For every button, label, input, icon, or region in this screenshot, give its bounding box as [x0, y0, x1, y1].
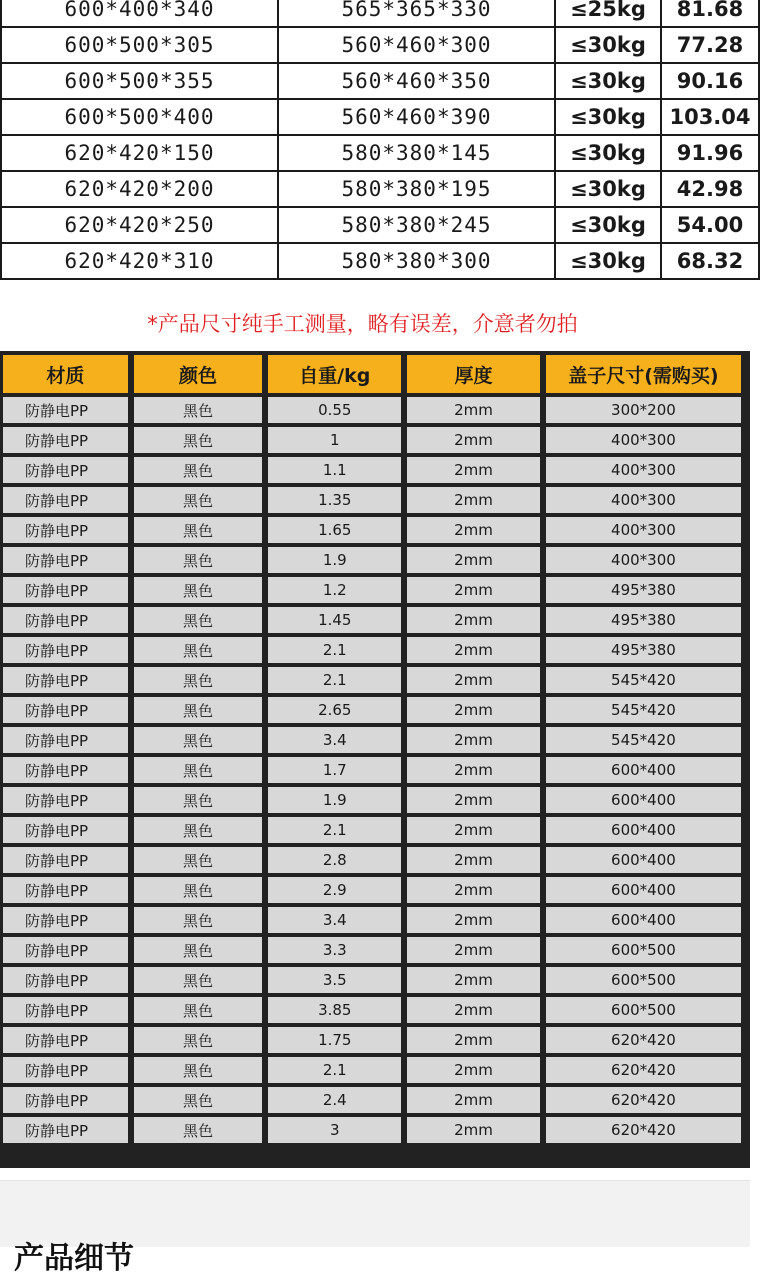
thickness-cell: 2mm — [407, 847, 540, 873]
price-cell: 91.96 — [661, 135, 759, 171]
inner-size-cell: 560*460*390 — [278, 99, 555, 135]
weight-cell: 2.1 — [268, 817, 401, 843]
lid-size-cell: 600*400 — [546, 877, 741, 903]
material-table-row — [3, 397, 741, 423]
thickness-cell: 2mm — [407, 877, 540, 903]
material-cell: 防静电PP — [3, 727, 128, 753]
load-capacity-cell: ≤30kg — [555, 171, 661, 207]
weight-cell: 3.5 — [268, 967, 401, 993]
inner-size-cell: 580*380*245 — [278, 207, 555, 243]
inner-size-cell: 560*460*350 — [278, 63, 555, 99]
material-cell: 防静电PP — [3, 607, 128, 633]
outer-size-cell: 600*500*355 — [1, 63, 278, 99]
thickness-cell: 2mm — [407, 637, 540, 663]
weight-cell: 1 — [268, 427, 401, 453]
outer-size-cell: 600*500*400 — [1, 99, 278, 135]
material-table-row — [3, 1087, 741, 1113]
size-table-body — [1, 0, 759, 279]
color-cell: 黑色 — [134, 1117, 263, 1143]
size-table-row — [1, 135, 759, 171]
material-cell: 防静电PP — [3, 487, 128, 513]
material-table-header-row — [3, 355, 741, 393]
material-table — [0, 351, 747, 1147]
material-cell: 防静电PP — [3, 637, 128, 663]
material-table-row — [3, 517, 741, 543]
material-table-row — [3, 787, 741, 813]
thickness-cell: 2mm — [407, 547, 540, 573]
thickness-cell: 2mm — [407, 517, 540, 543]
lid-size-cell: 600*400 — [546, 847, 741, 873]
thickness-cell: 2mm — [407, 607, 540, 633]
material-cell: 防静电PP — [3, 457, 128, 483]
inner-size-cell: 580*380*145 — [278, 135, 555, 171]
material-table-row — [3, 577, 741, 603]
weight-cell: 1.2 — [268, 577, 401, 603]
lid-size-cell: 545*420 — [546, 727, 741, 753]
thickness-cell: 2mm — [407, 577, 540, 603]
outer-size-cell: 620*420*200 — [1, 171, 278, 207]
color-cell: 黑色 — [134, 607, 263, 633]
thickness-cell: 2mm — [407, 997, 540, 1023]
lid-size-cell: 545*420 — [546, 667, 741, 693]
material-table-row — [3, 457, 741, 483]
lid-size-cell: 400*300 — [546, 457, 741, 483]
inner-size-cell: 560*460*300 — [278, 27, 555, 63]
thickness-cell: 2mm — [407, 397, 540, 423]
material-cell: 防静电PP — [3, 877, 128, 903]
color-cell: 黑色 — [134, 727, 263, 753]
material-cell: 防静电PP — [3, 1117, 128, 1143]
lid-size-cell: 620*420 — [546, 1057, 741, 1083]
material-table-row — [3, 937, 741, 963]
weight-cell: 1.1 — [268, 457, 401, 483]
color-cell: 黑色 — [134, 577, 263, 603]
color-cell: 黑色 — [134, 847, 263, 873]
weight-cell: 1.45 — [268, 607, 401, 633]
weight-cell: 1.35 — [268, 487, 401, 513]
load-capacity-cell: ≤30kg — [555, 135, 661, 171]
outer-size-cell: 600*500*305 — [1, 27, 278, 63]
color-cell: 黑色 — [134, 667, 263, 693]
size-table-row — [1, 63, 759, 99]
weight-cell: 2.65 — [268, 697, 401, 723]
material-table-row — [3, 1117, 741, 1143]
color-cell: 黑色 — [134, 427, 263, 453]
thickness-cell: 2mm — [407, 1027, 540, 1053]
header-weight: 自重/kg — [268, 355, 401, 393]
size-table-row — [1, 171, 759, 207]
color-cell: 黑色 — [134, 1027, 263, 1053]
weight-cell: 2.1 — [268, 637, 401, 663]
thickness-cell: 2mm — [407, 457, 540, 483]
price-cell: 90.16 — [661, 63, 759, 99]
thickness-cell: 2mm — [407, 697, 540, 723]
weight-cell: 0.55 — [268, 397, 401, 423]
material-cell: 防静电PP — [3, 667, 128, 693]
material-table-row — [3, 907, 741, 933]
color-cell: 黑色 — [134, 547, 263, 573]
material-cell: 防静电PP — [3, 967, 128, 993]
weight-cell: 1.7 — [268, 757, 401, 783]
material-table-row — [3, 427, 741, 453]
weight-cell: 3.4 — [268, 907, 401, 933]
material-table-frame — [0, 351, 750, 1168]
thickness-cell: 2mm — [407, 487, 540, 513]
lid-size-cell: 600*400 — [546, 757, 741, 783]
size-table-row — [1, 207, 759, 243]
weight-cell: 3 — [268, 1117, 401, 1143]
material-cell: 防静电PP — [3, 757, 128, 783]
material-cell: 防静电PP — [3, 697, 128, 723]
weight-cell: 3.3 — [268, 937, 401, 963]
material-cell: 防静电PP — [3, 937, 128, 963]
material-table-row — [3, 877, 741, 903]
material-cell: 防静电PP — [3, 577, 128, 603]
outer-size-cell: 620*420*310 — [1, 243, 278, 279]
material-table-row — [3, 1027, 741, 1053]
material-cell: 防静电PP — [3, 517, 128, 543]
size-table-row — [1, 243, 759, 279]
outer-size-cell: 620*420*250 — [1, 207, 278, 243]
lid-size-cell: 600*400 — [546, 907, 741, 933]
color-cell: 黑色 — [134, 787, 263, 813]
material-table-row — [3, 727, 741, 753]
color-cell: 黑色 — [134, 757, 263, 783]
thickness-cell: 2mm — [407, 817, 540, 843]
thickness-cell: 2mm — [407, 937, 540, 963]
material-cell: 防静电PP — [3, 997, 128, 1023]
material-cell: 防静电PP — [3, 817, 128, 843]
thickness-cell: 2mm — [407, 757, 540, 783]
color-cell: 黑色 — [134, 397, 263, 423]
lid-size-cell: 600*500 — [546, 937, 741, 963]
outer-size-cell: 620*420*150 — [1, 135, 278, 171]
thickness-cell: 2mm — [407, 427, 540, 453]
material-cell: 防静电PP — [3, 1057, 128, 1083]
color-cell: 黑色 — [134, 697, 263, 723]
lid-size-cell: 545*420 — [546, 697, 741, 723]
color-cell: 黑色 — [134, 997, 263, 1023]
weight-cell: 3.85 — [268, 997, 401, 1023]
color-cell: 黑色 — [134, 457, 263, 483]
thickness-cell: 2mm — [407, 667, 540, 693]
outer-size-cell: 600*400*340 — [1, 0, 278, 27]
material-cell: 防静电PP — [3, 787, 128, 813]
lid-size-cell: 600*500 — [546, 967, 741, 993]
inner-size-cell: 580*380*195 — [278, 171, 555, 207]
price-cell: 81.68 — [661, 0, 759, 27]
material-cell: 防静电PP — [3, 1027, 128, 1053]
lid-size-cell: 400*300 — [546, 547, 741, 573]
color-cell: 黑色 — [134, 637, 263, 663]
weight-cell: 2.1 — [268, 1057, 401, 1083]
measurement-note: *产品尺寸纯手工测量，略有误差，介意者勿拍 — [147, 312, 578, 336]
price-cell: 103.04 — [661, 99, 759, 135]
material-table-row — [3, 697, 741, 723]
price-cell: 42.98 — [661, 171, 759, 207]
material-table-row — [3, 547, 741, 573]
lid-size-cell: 600*500 — [546, 997, 741, 1023]
size-table-row — [1, 0, 759, 27]
thickness-cell: 2mm — [407, 787, 540, 813]
weight-cell: 2.8 — [268, 847, 401, 873]
lid-size-cell: 400*300 — [546, 517, 741, 543]
material-table-row — [3, 667, 741, 693]
lid-size-cell: 620*420 — [546, 1087, 741, 1113]
lid-size-cell: 495*380 — [546, 637, 741, 663]
material-table-row — [3, 997, 741, 1023]
color-cell: 黑色 — [134, 967, 263, 993]
material-table-row — [3, 757, 741, 783]
header-material: 材质 — [3, 355, 128, 393]
material-cell: 防静电PP — [3, 397, 128, 423]
thickness-cell: 2mm — [407, 727, 540, 753]
material-cell: 防静电PP — [3, 547, 128, 573]
color-cell: 黑色 — [134, 1057, 263, 1083]
price-cell: 77.28 — [661, 27, 759, 63]
thickness-cell: 2mm — [407, 1057, 540, 1083]
header-thickness: 厚度 — [407, 355, 540, 393]
load-capacity-cell: ≤30kg — [555, 207, 661, 243]
weight-cell: 1.65 — [268, 517, 401, 543]
weight-cell: 1.9 — [268, 787, 401, 813]
color-cell: 黑色 — [134, 937, 263, 963]
lid-size-cell: 600*400 — [546, 787, 741, 813]
inner-size-cell: 580*380*300 — [278, 243, 555, 279]
material-cell: 防静电PP — [3, 427, 128, 453]
load-capacity-cell: ≤30kg — [555, 63, 661, 99]
inner-size-cell: 565*365*330 — [278, 0, 555, 27]
weight-cell: 3.4 — [268, 727, 401, 753]
lid-size-cell: 495*380 — [546, 577, 741, 603]
lid-size-cell: 620*420 — [546, 1117, 741, 1143]
lid-size-cell: 620*420 — [546, 1027, 741, 1053]
material-table-row — [3, 967, 741, 993]
thickness-cell: 2mm — [407, 1087, 540, 1113]
color-cell: 黑色 — [134, 517, 263, 543]
header-lid-size: 盖子尺寸(需购买) — [546, 355, 741, 393]
lid-size-cell: 300*200 — [546, 397, 741, 423]
thickness-cell: 2mm — [407, 907, 540, 933]
load-capacity-cell: ≤30kg — [555, 99, 661, 135]
product-detail-title: 产品细节 — [14, 1241, 134, 1276]
lid-size-cell: 400*300 — [546, 427, 741, 453]
color-cell: 黑色 — [134, 487, 263, 513]
color-cell: 黑色 — [134, 1087, 263, 1113]
lid-size-cell: 400*300 — [546, 487, 741, 513]
material-cell: 防静电PP — [3, 1087, 128, 1113]
color-cell: 黑色 — [134, 907, 263, 933]
material-table-row — [3, 607, 741, 633]
weight-cell: 1.75 — [268, 1027, 401, 1053]
material-table-row — [3, 817, 741, 843]
material-table-row — [3, 1057, 741, 1083]
material-cell: 防静电PP — [3, 847, 128, 873]
size-table-row — [1, 99, 759, 135]
lid-size-cell: 600*400 — [546, 817, 741, 843]
size-table — [0, 0, 760, 280]
load-capacity-cell: ≤25kg — [555, 0, 661, 27]
weight-cell: 2.1 — [268, 667, 401, 693]
product-detail-section — [0, 1180, 750, 1276]
material-table-row — [3, 847, 741, 873]
price-cell: 54.00 — [661, 207, 759, 243]
load-capacity-cell: ≤30kg — [555, 243, 661, 279]
material-table-row — [3, 637, 741, 663]
size-table-row — [1, 27, 759, 63]
weight-cell: 1.9 — [268, 547, 401, 573]
weight-cell: 2.9 — [268, 877, 401, 903]
load-capacity-cell: ≤30kg — [555, 27, 661, 63]
lid-size-cell: 495*380 — [546, 607, 741, 633]
color-cell: 黑色 — [134, 877, 263, 903]
weight-cell: 2.4 — [268, 1087, 401, 1113]
thickness-cell: 2mm — [407, 1117, 540, 1143]
price-cell: 68.32 — [661, 243, 759, 279]
thickness-cell: 2mm — [407, 967, 540, 993]
material-table-body — [3, 397, 741, 1143]
material-table-row — [3, 487, 741, 513]
color-cell: 黑色 — [134, 817, 263, 843]
header-color: 颜色 — [134, 355, 263, 393]
material-cell: 防静电PP — [3, 907, 128, 933]
